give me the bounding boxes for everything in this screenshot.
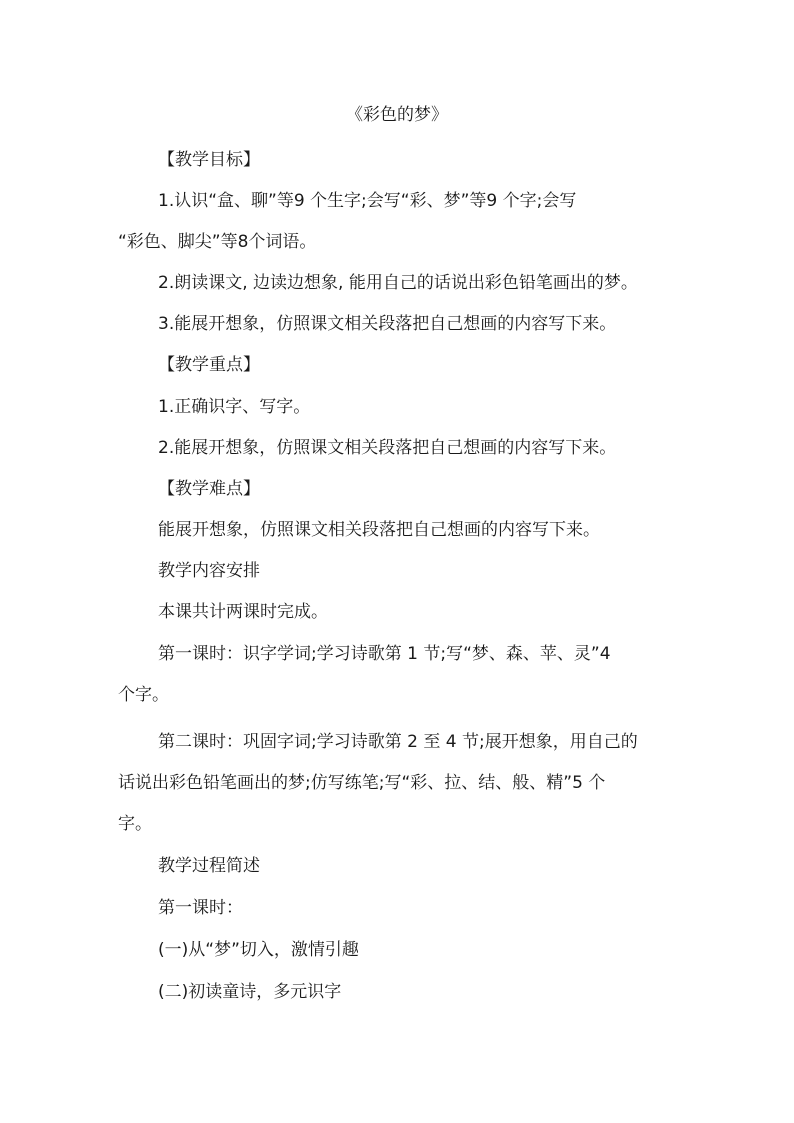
- lesson-1-line-2: 个字。: [118, 685, 169, 705]
- document-title: 《彩色的梦》: [346, 105, 448, 125]
- lesson-2-line-1: 第二课时：巩固字词;学习诗歌第 2 至 4 节;展开想象，用自己的: [158, 732, 638, 752]
- goal-2: 2.朗读课文, 边读边想象, 能用自己的话说出彩色铅笔画出的梦。: [158, 273, 638, 293]
- goal-1-line-1: 1.认识“盒、聊”等9 个生字;会写“彩、梦”等9 个字;会写: [158, 191, 577, 211]
- arrangement-heading: 教学内容安排: [158, 561, 260, 581]
- lesson-1-line-1: 第一课时：识字学词;学习诗歌第 1 节;写“梦、森、苹、灵”4: [158, 644, 611, 664]
- section-heading-key-points: 【教学重点】: [158, 355, 260, 375]
- key-point-1: 1.正确识字、写字。: [158, 397, 311, 417]
- goal-1-line-2: “彩色、脚尖”等8个词语。: [118, 232, 317, 252]
- lesson-2-line-3: 字。: [118, 814, 152, 834]
- difficulty-text: 能展开想象，仿照课文相关段落把自己想画的内容写下来。: [158, 520, 600, 540]
- step-2: (二)初读童诗，多元识字: [158, 982, 342, 1002]
- key-point-2: 2.能展开想象，仿照课文相关段落把自己想画的内容写下来。: [158, 438, 617, 458]
- arrangement-total: 本课共计两课时完成。: [158, 602, 328, 622]
- process-heading: 教学过程简述: [158, 856, 260, 876]
- section-heading-goals: 【教学目标】: [158, 150, 260, 170]
- goal-3: 3.能展开想象，仿照课文相关段落把自己想画的内容写下来。: [158, 314, 617, 334]
- lesson-2-line-2: 话说出彩色铅笔画出的梦;仿写练笔;写“彩、拉、结、般、精”5 个: [118, 773, 606, 793]
- step-1: (一)从“梦”切入，激情引趣: [158, 940, 359, 960]
- section-heading-difficulties: 【教学难点】: [158, 479, 260, 499]
- process-lesson-1: 第一课时：: [158, 898, 243, 918]
